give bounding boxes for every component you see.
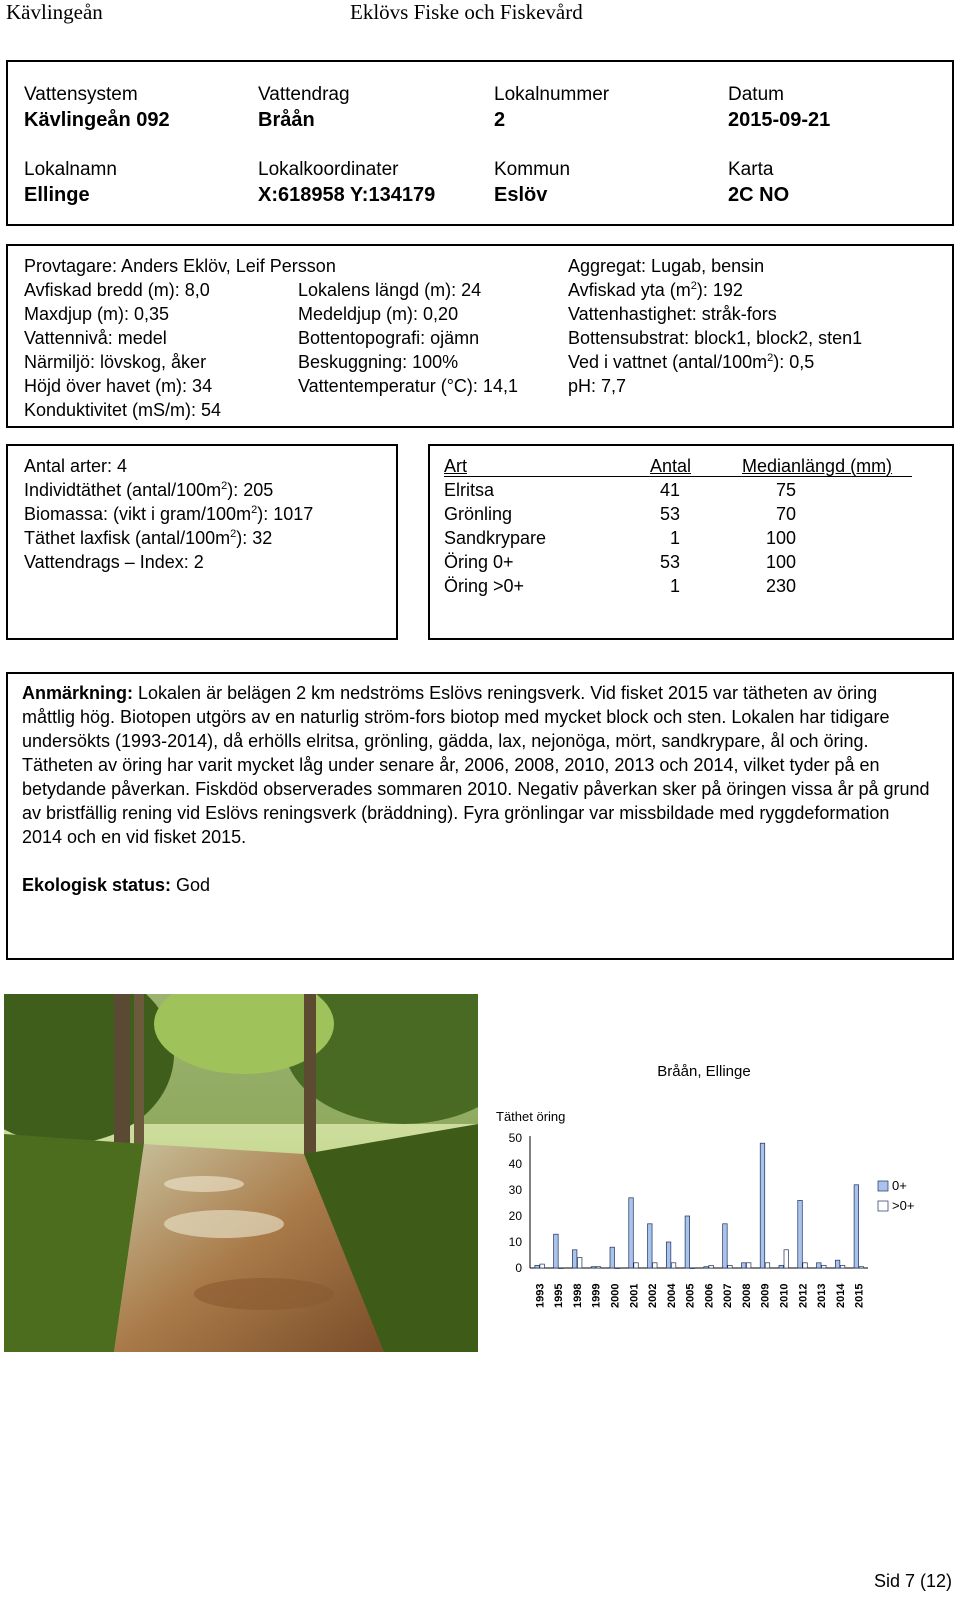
avfiskad-yta-label: Avfiskad yta (m <box>568 280 691 300</box>
status-value: God <box>171 875 211 895</box>
superscript: 2 <box>221 480 228 492</box>
table-cell-antal: 1 <box>670 528 681 548</box>
label-datum: Datum <box>728 84 784 105</box>
value-lokalkoordinater: X:618958 Y:134179 <box>258 184 436 206</box>
bar-o0 <box>741 1263 746 1268</box>
ecological-status <box>22 873 934 897</box>
vattendrags-index: Vattendrags – Index: 2 <box>24 552 204 572</box>
vattenhastighet: Vattenhastighet: stråk-fors <box>568 304 777 324</box>
narmiljo: Närmiljö: lövskog, åker <box>24 352 207 372</box>
table-cell-median: 75 <box>776 480 797 500</box>
legend-label: 0+ <box>892 1178 907 1193</box>
bar-o0 <box>723 1224 728 1268</box>
col-antal: Antal <box>650 456 692 476</box>
bar-o0 <box>610 1247 615 1268</box>
y-axis-label: Täthet öring <box>496 1109 566 1124</box>
vattentemperatur: Vattentemperatur (°C): 14,1 <box>298 376 518 396</box>
table-cell-median: 230 <box>766 576 797 596</box>
table-cell-antal: 1 <box>670 576 681 596</box>
laxfisk-label: Täthet laxfisk (antal/100m <box>24 528 231 548</box>
col-art: Art <box>444 456 468 476</box>
avfiskad-yta-value: ): 192 <box>696 280 743 300</box>
stream-photo-image <box>4 994 478 1352</box>
remarks-text <box>22 681 934 897</box>
y-tick-label: 50 <box>508 1131 522 1145</box>
bar-o-gt0 <box>615 1268 620 1269</box>
chart-svg <box>494 1058 954 1358</box>
bar-o0 <box>535 1265 540 1268</box>
y-tick-label: 30 <box>508 1183 522 1197</box>
bar-o-gt0 <box>859 1267 864 1268</box>
label-vattendrag: Vattendrag <box>258 84 350 105</box>
x-tick-label: 2014 <box>834 1283 847 1308</box>
label-kommun: Kommun <box>494 159 571 180</box>
aggregat: Aggregat: Lugab, bensin <box>568 256 765 276</box>
superscript: 2 <box>690 280 697 292</box>
status-label: Ekologisk status: <box>22 875 172 895</box>
antal-arter: Antal arter: 4 <box>24 456 128 476</box>
bar-o-gt0 <box>822 1265 827 1268</box>
laxfisk-value: ): 32 <box>236 528 273 548</box>
x-tick-label: 2008 <box>740 1283 753 1308</box>
label-lokalnummer: Lokalnummer <box>494 84 610 105</box>
label-lokalkoordinater: Lokalkoordinater <box>258 159 399 180</box>
superscript: 2 <box>230 528 237 540</box>
x-tick-label: 2002 <box>647 1283 660 1308</box>
bar-o0 <box>629 1198 634 1268</box>
bar-o0 <box>817 1263 822 1268</box>
ved-i-vattnet <box>568 352 814 373</box>
remarks-label: Anmärkning: <box>22 683 134 703</box>
bottentopografi: Bottentopografi: ojämn <box>298 328 480 348</box>
oring-density-chart <box>494 1058 954 1358</box>
survey-box <box>6 244 954 428</box>
individtathet <box>24 480 273 501</box>
value-lokalnummer: 2 <box>494 109 506 131</box>
x-tick-label: 2007 <box>722 1283 735 1308</box>
bar-o-gt0 <box>559 1268 564 1269</box>
lokalens-langd: Lokalens längd (m): 24 <box>298 280 482 300</box>
x-tick-label: 2004 <box>665 1283 678 1308</box>
value-lokalnamn: Ellinge <box>24 184 90 206</box>
legend-label: >0+ <box>892 1198 915 1213</box>
x-tick-label: 2009 <box>759 1283 772 1308</box>
x-tick-label: 1995 <box>553 1283 566 1308</box>
bar-o0 <box>704 1267 709 1268</box>
value-karta: 2C NO <box>728 184 790 206</box>
legend-swatch <box>878 1201 888 1211</box>
hojd-over-havet: Höjd över havet (m): 34 <box>24 376 213 396</box>
biomassa-label: Biomassa: (vikt i gram/100m <box>24 504 252 524</box>
bar-o-gt0 <box>540 1264 545 1268</box>
biomassa-value: ): 1017 <box>257 504 314 524</box>
individtathet-value: ): 205 <box>227 480 274 500</box>
ph: pH: 7,7 <box>568 376 627 396</box>
bar-o0 <box>854 1185 859 1268</box>
bar-o-gt0 <box>765 1263 770 1268</box>
bar-o0 <box>798 1200 803 1268</box>
superscript: 2 <box>251 504 258 516</box>
stats-box <box>6 444 398 640</box>
bar-o0 <box>779 1265 784 1268</box>
label-vattensystem: Vattensystem <box>24 84 138 105</box>
bar-o-gt0 <box>690 1268 695 1269</box>
superscript: 2 <box>767 352 774 364</box>
label-lokalnamn: Lokalnamn <box>24 159 117 180</box>
bar-o-gt0 <box>784 1250 789 1268</box>
table-cell-art: Öring >0+ <box>444 576 525 596</box>
y-tick-label: 20 <box>508 1209 522 1223</box>
bar-o-gt0 <box>653 1263 658 1268</box>
y-tick-label: 40 <box>508 1157 522 1171</box>
maxdjup: Maxdjup (m): 0,35 <box>24 304 170 324</box>
bar-o-gt0 <box>746 1263 751 1268</box>
table-cell-art: Öring 0+ <box>444 552 514 572</box>
avfiskad-bredd: Avfiskad bredd (m): 8,0 <box>24 280 210 300</box>
value-kommun: Eslöv <box>494 184 548 206</box>
bar-o0 <box>554 1234 559 1268</box>
ved-value: ): 0,5 <box>773 352 815 372</box>
biomassa <box>24 504 313 525</box>
bar-o0 <box>666 1242 671 1268</box>
provtagare: Provtagare: Anders Eklöv, Leif Persson <box>24 256 336 276</box>
avfiskad-yta <box>568 280 743 301</box>
vattenniva: Vattennivå: medel <box>24 328 167 348</box>
running-header-left: Kävlingeån <box>6 0 103 24</box>
x-tick-label: 2001 <box>628 1283 641 1308</box>
table-cell-antal: 41 <box>660 480 681 500</box>
tathet-laxfisk <box>24 528 272 549</box>
x-tick-label: 2013 <box>816 1283 829 1308</box>
bar-o0 <box>685 1216 690 1268</box>
bar-o-gt0 <box>709 1265 714 1268</box>
ved-label: Ved i vattnet (antal/100m <box>568 352 768 372</box>
value-vattendrag: Bråån <box>258 109 315 131</box>
x-tick-label: 2015 <box>853 1283 866 1308</box>
x-tick-label: 2006 <box>703 1283 716 1308</box>
table-cell-median: 100 <box>766 552 797 572</box>
site-info-box <box>6 60 954 226</box>
bar-o-gt0 <box>577 1258 582 1268</box>
medeldjup: Medeldjup (m): 0,20 <box>298 304 459 324</box>
bar-o0 <box>835 1260 840 1268</box>
table-cell-art: Grönling <box>444 504 513 524</box>
legend-swatch <box>878 1181 888 1191</box>
x-tick-label: 1993 <box>534 1283 547 1308</box>
table-cell-art: Elritsa <box>444 480 495 500</box>
bar-o-gt0 <box>634 1263 639 1268</box>
bar-o0 <box>591 1267 596 1268</box>
bar-o-gt0 <box>596 1267 601 1268</box>
x-tick-label: 2000 <box>609 1283 622 1308</box>
individtathet-label: Individtäthet (antal/100m <box>24 480 222 500</box>
page-number: Sid 7 (12) <box>873 1571 952 1591</box>
chart-title: Bråån, Ellinge <box>657 1063 751 1080</box>
x-tick-label: 1999 <box>590 1283 603 1308</box>
table-cell-antal: 53 <box>660 504 681 524</box>
konduktivitet: Konduktivitet (mS/m): 54 <box>24 400 222 420</box>
value-vattensystem: Kävlingeån 092 <box>24 109 170 131</box>
label-karta: Karta <box>728 159 774 180</box>
table-cell-median: 100 <box>766 528 797 548</box>
bar-o-gt0 <box>803 1263 808 1268</box>
bar-o0 <box>760 1143 765 1268</box>
bar-o-gt0 <box>840 1265 845 1268</box>
bar-o-gt0 <box>728 1265 733 1268</box>
y-tick-label: 10 <box>508 1235 522 1249</box>
running-header-center: Eklövs Fiske och Fiskevård <box>350 0 583 24</box>
col-medianlangd: Medianlängd (mm) <box>742 456 893 476</box>
catch-table-box <box>428 444 954 640</box>
x-tick-label: 2012 <box>797 1283 810 1308</box>
x-tick-label: 2005 <box>684 1283 697 1308</box>
table-cell-median: 70 <box>776 504 797 524</box>
bar-o0 <box>648 1224 653 1268</box>
table-cell-antal: 53 <box>660 552 681 572</box>
bar-o0 <box>572 1250 577 1268</box>
bar-o-gt0 <box>671 1263 676 1268</box>
x-tick-label: 1998 <box>571 1283 584 1308</box>
remarks-body: Lokalen är belägen 2 km nedströms Eslövs reningsverk. Vid fisket 2015 var tätheten av öring måttlig hög. Biotopen utgörs av en naturlig ström-fors biotop med mycket block och sten. Lokalen har tidigare undersökts (1993-2014), då erhölls elritsa, grönling, gädda, lax, nejonöga, mört, sandkrypare, ål och öring. Tätheten av öring har varit mycket låg under senare år, 2006, 2008, 2010, 2013 och 2014, vilket tyder på en betydande påverkan. Fiskdöd observerades sommaren 2010. Negativ påverkan sker på öringen vissa år på grund av bristfällig rening vid Eslövs reningsverk (bräddning). Fyra grönlingar var missbildade med ryggdeformation 2014 och en vid fisket 2015. <box>22 683 930 847</box>
value-datum: 2015-09-21 <box>728 109 831 131</box>
beskuggning: Beskuggning: 100% <box>298 352 459 372</box>
table-cell-art: Sandkrypare <box>444 528 547 548</box>
stream-photo <box>4 994 478 1352</box>
x-tick-label: 2010 <box>778 1283 791 1308</box>
y-tick-label: 0 <box>515 1261 522 1275</box>
bottensubstrat: Bottensubstrat: block1, block2, sten1 <box>568 328 863 348</box>
